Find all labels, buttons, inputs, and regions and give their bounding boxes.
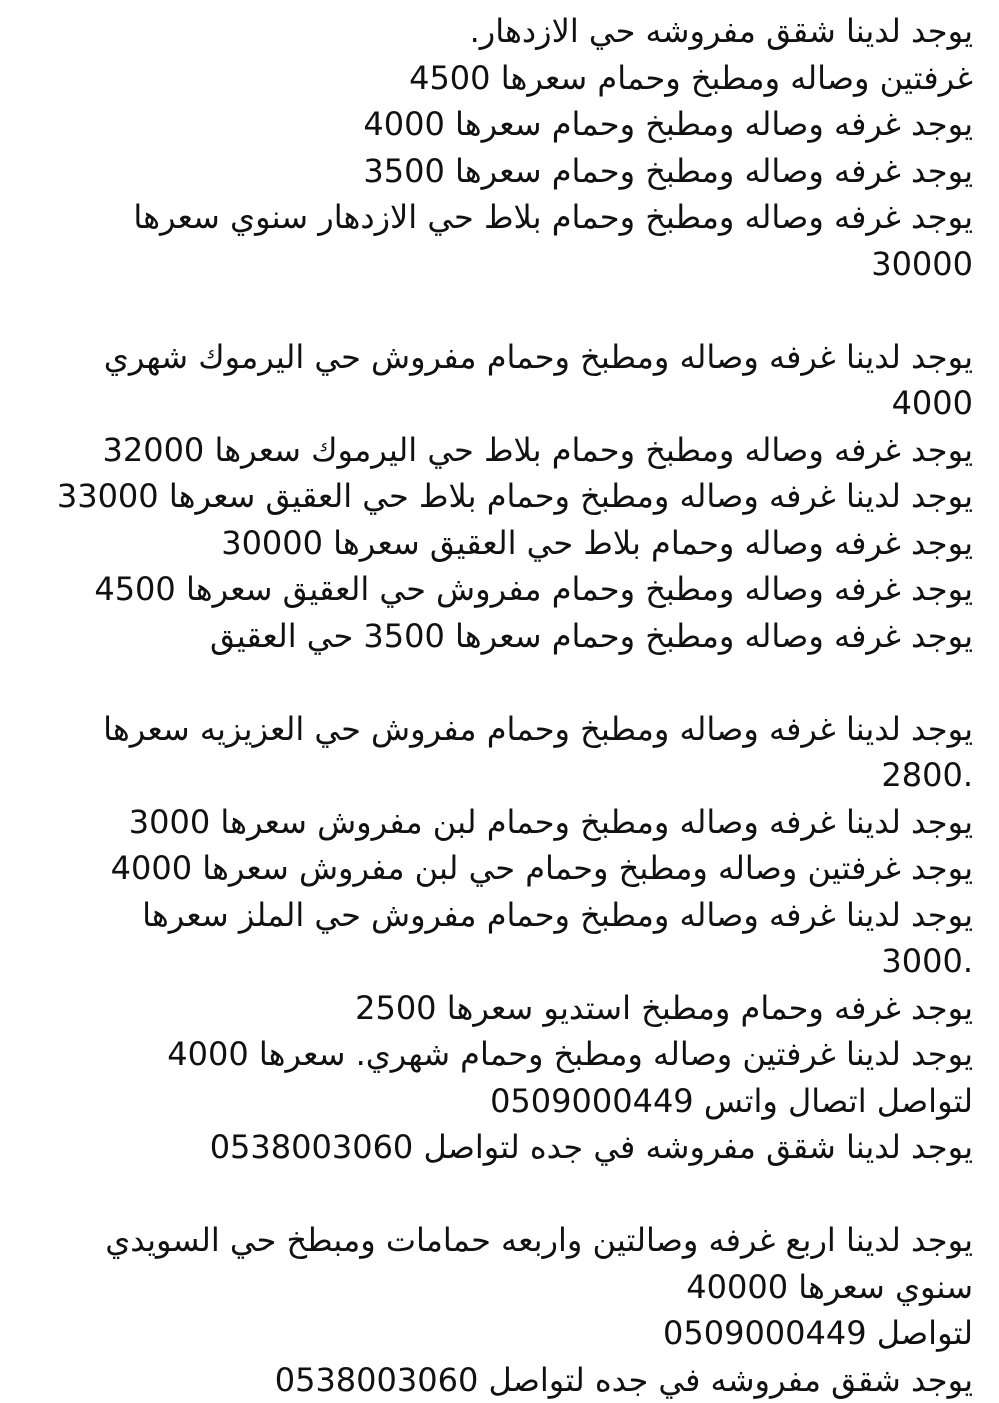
- listings-document: [20, 8, 973, 1403]
- contact-line: لتواصل 0509000449: [20, 1310, 973, 1357]
- text-line: يوجد لدينا غرفه وصاله ومطبخ وحمام بلاط حي العقيق سعرها 33000: [20, 473, 973, 520]
- text-line: 4000: [20, 380, 973, 427]
- contact-line: لتواصل اتصال واتس 0509000449: [20, 1078, 973, 1125]
- text-line: يوجد غرفه وحمام ومطبخ استديو سعرها 2500: [20, 985, 973, 1032]
- text-line: يوجد لدينا غرفه وصاله ومطبخ وحمام مفروش حي اليرموك شهري: [20, 334, 973, 381]
- text-line: يوجد غرفه وصاله ومطبخ وحمام سعرها 3500 حي العقيق: [20, 613, 973, 660]
- text-line: يوجد غرفه وصاله وحمام بلاط حي العقيق سعرها 30000: [20, 520, 973, 567]
- text-line: يوجد لدينا اربع غرفه وصالتين واربعه حمامات ومبطخ حي السويدي: [20, 1217, 973, 1264]
- text-line: يوجد غرفه وصاله ومطبخ وحمام بلاط حي الازدهار سنوي سعرها: [20, 194, 973, 241]
- text-line: يوجد لدينا غرفه وصاله ومطبخ وحمام مفروش حي الملز سعرها: [20, 892, 973, 939]
- paragraph-gap: [20, 659, 973, 706]
- text-line: يوجد غرفه وصاله ومطبخ وحمام سعرها 3500: [20, 148, 973, 195]
- text-line: يوجد لدينا شقق مفروشه حي الازدهار.: [20, 8, 973, 55]
- contact-line: يوجد لدينا شقق مفروشه في جده لتواصل 0538003060: [20, 1124, 973, 1171]
- contact-line: يوجد شقق مفروشه في جده لتواصل 0538003060: [20, 1357, 973, 1403]
- paragraph-gap: [20, 1171, 973, 1218]
- text-line: يوجد لدينا غرفه وصاله ومطبخ وحمام لبن مفروش سعرها 3000: [20, 799, 973, 846]
- text-line: يوجد غرفه وصاله ومطبخ وحمام مفروش حي العقيق سعرها 4500: [20, 566, 973, 613]
- paragraph-gap: [20, 287, 973, 334]
- text-line: 3000.: [20, 938, 973, 985]
- text-line: يوجد لدينا غرفتين وصاله ومطبخ وحمام شهري. سعرها 4000: [20, 1031, 973, 1078]
- text-line: غرفتين وصاله ومطبخ وحمام سعرها 4500: [20, 55, 973, 102]
- text-line: 2800.: [20, 752, 973, 799]
- text-line: يوجد غرفتين وصاله ومطبخ وحمام حي لبن مفروش سعرها 4000: [20, 845, 973, 892]
- text-line: سنوي سعرها 40000: [20, 1264, 973, 1311]
- text-line: 30000: [20, 241, 973, 288]
- text-line: يوجد غرفه وصاله ومطبخ وحمام سعرها 4000: [20, 101, 973, 148]
- text-line: يوجد غرفه وصاله ومطبخ وحمام بلاط حي اليرموك سعرها 32000: [20, 427, 973, 474]
- text-line: يوجد لدينا غرفه وصاله ومطبخ وحمام مفروش حي العزيزيه سعرها: [20, 706, 973, 753]
